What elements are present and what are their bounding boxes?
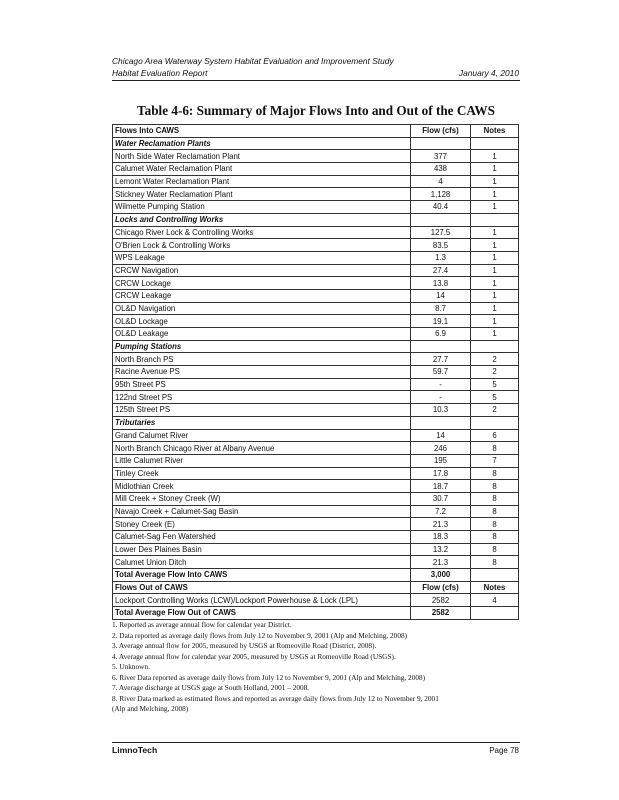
- notes-cell: 8: [471, 492, 519, 505]
- table-row-data: [113, 442, 519, 455]
- notes-cell: 4: [471, 594, 519, 607]
- notes-cell: 6: [471, 429, 519, 442]
- flow-cell: 19.1: [411, 315, 471, 328]
- notes-cell: 7: [471, 454, 519, 467]
- notes-cell: 1: [471, 150, 519, 163]
- table-row-data: [113, 201, 519, 214]
- note-line: 3. Average annual flow for 2005, measured by USGS at Romeoville Road (District, 2008).: [112, 641, 377, 650]
- notes-cell: 1: [471, 328, 519, 341]
- flow-cell: 127.5: [411, 226, 471, 239]
- flow-cell: 30.7: [411, 492, 471, 505]
- row-label: Lemont Water Reclamation Plant: [113, 175, 411, 188]
- note-line: 2. Data reported as average daily flows from July 12 to November 9, 2001 (Alp and Melching, 2008): [112, 630, 408, 640]
- row-label: O'Brien Lock & Controlling Works: [113, 239, 411, 252]
- row-label: 95th Street PS: [113, 378, 411, 391]
- table-row-data: [113, 289, 519, 302]
- table-row-data: [113, 163, 519, 176]
- flow-cell: 438: [411, 163, 471, 176]
- row-label: Tributaries: [113, 416, 411, 429]
- flows-table: [112, 124, 519, 620]
- table-row-total: [113, 569, 519, 582]
- table-row-data: [113, 467, 519, 480]
- notes-cell: 8: [471, 442, 519, 455]
- note-line: 7. Average discharge at USGS gage at South Holland, 2001 – 2008.: [112, 683, 310, 692]
- row-label: CRCW Lockage: [113, 277, 411, 290]
- row-label: Little Calumet River: [113, 454, 411, 467]
- table-row-header: [113, 581, 519, 594]
- note-line: 5. Unknown.: [112, 662, 150, 671]
- flow-cell: [411, 416, 471, 429]
- table-row-data: [113, 328, 519, 341]
- notes-cell: 2: [471, 404, 519, 417]
- notes-cell: 5: [471, 378, 519, 391]
- flow-cell: 13.2: [411, 543, 471, 556]
- row-label: Stickney Water Reclamation Plant: [113, 188, 411, 201]
- flow-cell: 8.7: [411, 302, 471, 315]
- table-row-section: [113, 213, 519, 226]
- flow-cell: 4: [411, 175, 471, 188]
- notes-cell: 1: [471, 175, 519, 188]
- table-row-section: [113, 416, 519, 429]
- footer-rule: [112, 742, 520, 743]
- table-row-data: [113, 454, 519, 467]
- flow-cell: 59.7: [411, 366, 471, 379]
- notes-cell: Notes: [471, 125, 519, 138]
- flow-cell: 2582: [411, 607, 471, 620]
- flow-cell: 7.2: [411, 505, 471, 518]
- notes-cell: Notes: [471, 581, 519, 594]
- row-label: Racine Avenue PS: [113, 366, 411, 379]
- table-row-data: [113, 531, 519, 544]
- notes-cell: 8: [471, 543, 519, 556]
- table-row-data: [113, 543, 519, 556]
- note-line: 6. River Data reported as average daily flows from July 12 to November 9, 2001 (Alp and Melching, 2008): [112, 672, 426, 682]
- table-row-data: [113, 264, 519, 277]
- table-row-data: [113, 518, 519, 531]
- notes-cell: 1: [471, 251, 519, 264]
- table-row-data: [113, 188, 519, 201]
- flow-cell: 18.3: [411, 531, 471, 544]
- row-label: CRCW Navigation: [113, 264, 411, 277]
- row-label: OL&D Navigation: [113, 302, 411, 315]
- header-report-name: Habitat Evaluation Report: [112, 68, 208, 78]
- row-label: Lockport Controlling Works (LCW)/Lockport Powerhouse & Lock (LPL): [113, 594, 411, 607]
- flow-cell: [411, 137, 471, 150]
- note-line: 8. River Data marked as estimated flows and reported as average daily flows from July 12 to November 9, 2001: [112, 693, 439, 703]
- notes-cell: 8: [471, 480, 519, 493]
- table-row-section: [113, 340, 519, 353]
- flow-cell: -: [411, 391, 471, 404]
- notes-cell: 1: [471, 277, 519, 290]
- row-label: Chicago River Lock & Controlling Works: [113, 226, 411, 239]
- table-row-data: [113, 378, 519, 391]
- notes-cell: 8: [471, 556, 519, 569]
- row-label: Lower Des Plaines Basin: [113, 543, 411, 556]
- notes-cell: 8: [471, 518, 519, 531]
- row-label: North Branch Chicago River at Albany Avenue: [113, 442, 411, 455]
- flow-cell: 1.3: [411, 251, 471, 264]
- notes-cell: 1: [471, 315, 519, 328]
- flow-cell: Flow (cfs): [411, 125, 471, 138]
- row-label: Total Average Flow Out of CAWS: [113, 607, 411, 620]
- note-line: (Alp and Melching, 2008): [112, 704, 189, 713]
- notes-cell: [471, 213, 519, 226]
- flow-cell: 6.9: [411, 328, 471, 341]
- notes-cell: 8: [471, 467, 519, 480]
- notes-cell: [471, 569, 519, 582]
- row-label: WPS Leakage: [113, 251, 411, 264]
- table-row-data: [113, 594, 519, 607]
- row-label: Stoney Creek (E): [113, 518, 411, 531]
- table-row-header: [113, 125, 519, 138]
- row-label: Calumet Union Ditch: [113, 556, 411, 569]
- notes-cell: 1: [471, 302, 519, 315]
- note-line: 1. Reported as average annual flow for calendar year District.: [112, 620, 292, 629]
- row-label: Water Reclamation Plants: [113, 137, 411, 150]
- flow-cell: 83.5: [411, 239, 471, 252]
- table-row-total: [113, 607, 519, 620]
- flow-cell: 13.8: [411, 277, 471, 290]
- notes-cell: 1: [471, 163, 519, 176]
- notes-cell: 8: [471, 505, 519, 518]
- row-label: 125th Street PS: [113, 404, 411, 417]
- header-rule: [112, 80, 520, 81]
- row-label: Total Average Flow Into CAWS: [113, 569, 411, 582]
- table-row-data: [113, 404, 519, 417]
- notes-cell: 1: [471, 289, 519, 302]
- row-label: North Side Water Reclamation Plant: [113, 150, 411, 163]
- row-label: Calumet-Sag Fen Watershed: [113, 531, 411, 544]
- notes-cell: [471, 607, 519, 620]
- flow-cell: 21.3: [411, 556, 471, 569]
- flow-cell: [411, 340, 471, 353]
- row-label: Grand Calumet River: [113, 429, 411, 442]
- notes-cell: 1: [471, 201, 519, 214]
- flow-cell: -: [411, 378, 471, 391]
- row-label: OL&D Lockage: [113, 315, 411, 328]
- flow-cell: 195: [411, 454, 471, 467]
- row-label: Wilmette Pumping Station: [113, 201, 411, 214]
- table-row-data: [113, 277, 519, 290]
- row-label: Tinley Creek: [113, 467, 411, 480]
- table-title: Table 4-6: Summary of Major Flows Into and Out of the CAWS: [137, 103, 495, 118]
- table-row-section: [113, 137, 519, 150]
- table-row-data: [113, 239, 519, 252]
- notes-cell: 5: [471, 391, 519, 404]
- footer-brand: LimnoTech: [112, 745, 158, 755]
- notes-cell: 2: [471, 353, 519, 366]
- table-row-data: [113, 429, 519, 442]
- row-label: Calumet Water Reclamation Plant: [113, 163, 411, 176]
- table-row-data: [113, 175, 519, 188]
- notes-cell: [471, 416, 519, 429]
- row-label: North Branch PS: [113, 353, 411, 366]
- table-row-data: [113, 492, 519, 505]
- row-label: CRCW Leakage: [113, 289, 411, 302]
- row-label: Locks and Controlling Works: [113, 213, 411, 226]
- flow-cell: 18.7: [411, 480, 471, 493]
- flow-cell: 377: [411, 150, 471, 163]
- flow-cell: 10.3: [411, 404, 471, 417]
- table-row-data: [113, 226, 519, 239]
- flow-cell: 14: [411, 429, 471, 442]
- flow-cell: [411, 213, 471, 226]
- table-row-data: [113, 556, 519, 569]
- notes-cell: 2: [471, 366, 519, 379]
- notes-cell: [471, 340, 519, 353]
- row-label: Flows Out of CAWS: [113, 581, 411, 594]
- notes-cell: 1: [471, 226, 519, 239]
- row-label: Flows Into CAWS: [113, 125, 411, 138]
- row-label: 122nd Street PS: [113, 391, 411, 404]
- header-date: January 4, 2010: [458, 68, 519, 78]
- row-label: Midlothian Creek: [113, 480, 411, 493]
- notes-cell: [471, 137, 519, 150]
- flow-cell: Flow (cfs): [411, 581, 471, 594]
- row-label: OL&D Leakage: [113, 328, 411, 341]
- row-label: Pumping Stations: [113, 340, 411, 353]
- notes-cell: 1: [471, 188, 519, 201]
- table-row-data: [113, 480, 519, 493]
- flow-cell: 21.3: [411, 518, 471, 531]
- note-line: 4. Average annual flow for calendar year 2005, measured by USGS at Romeoville Road (USGS).: [112, 651, 396, 661]
- table-row-data: [113, 302, 519, 315]
- row-label: Mill Creek + Stoney Creek (W): [113, 492, 411, 505]
- notes-cell: 8: [471, 531, 519, 544]
- table-row-data: [113, 353, 519, 366]
- table-row-data: [113, 391, 519, 404]
- notes-cell: 1: [471, 239, 519, 252]
- flow-cell: 40.4: [411, 201, 471, 214]
- header-study-title: Chicago Area Waterway System Habitat Evaluation and Improvement Study: [112, 56, 394, 66]
- flow-cell: 17.8: [411, 467, 471, 480]
- flow-cell: 3,000: [411, 569, 471, 582]
- flow-cell: 14: [411, 289, 471, 302]
- table-row-data: [113, 251, 519, 264]
- table-row-data: [113, 505, 519, 518]
- row-label: Navajo Creek + Calumet-Sag Basin: [113, 505, 411, 518]
- table-row-data: [113, 366, 519, 379]
- table-notes: [112, 620, 522, 715]
- flow-cell: 2582: [411, 594, 471, 607]
- flow-cell: 27.4: [411, 264, 471, 277]
- flow-cell: 27.7: [411, 353, 471, 366]
- flow-cell: 1,128: [411, 188, 471, 201]
- table-row-data: [113, 315, 519, 328]
- flow-cell: 246: [411, 442, 471, 455]
- footer-page-number: Page 78: [489, 746, 519, 755]
- notes-cell: 1: [471, 264, 519, 277]
- table-row-data: [113, 150, 519, 163]
